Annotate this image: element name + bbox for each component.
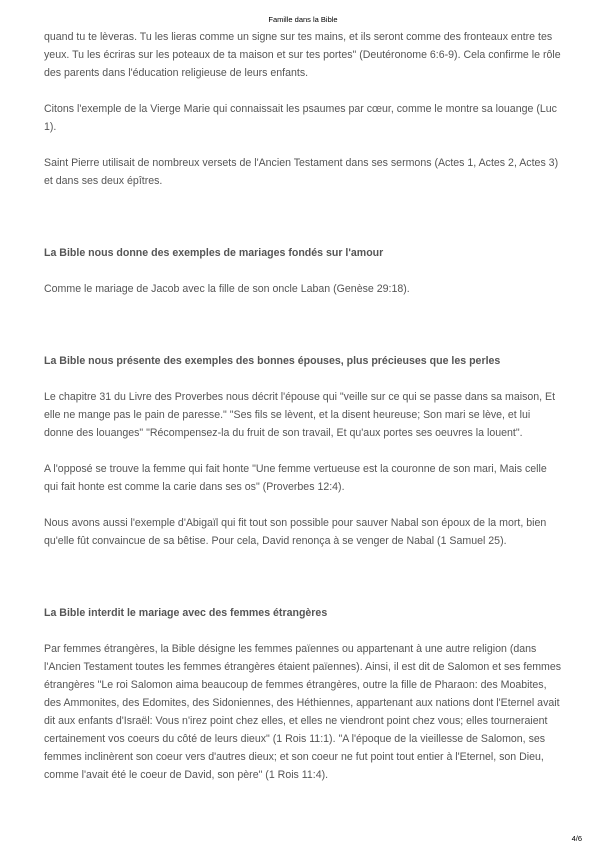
page-header-title: Famille dans la Bible — [268, 15, 338, 24]
document-body — [44, 28, 562, 784]
paragraph-virgin-mary: Citons l'exemple de la Vierge Marie qui connaissait les psaumes par cœur, comme le montre sa louange (Luc 1). — [44, 103, 557, 133]
page-number: 4/6 — [571, 834, 582, 843]
section-heading-good-wives: La Bible nous présente des exemples des bonnes épouses, plus précieuses que les perles — [44, 355, 501, 367]
paragraph-deuteronomy-quote: quand tu te lèveras. Tu les lieras comme un signe sur tes mains, et ils seront comme des fronteaux entre tes yeux. Tu les écriras sur les poteaux de ta maison et sur tes portes" (Deutéronome 6:6-9). Cela confirme le rôle des parents dans l'éducation religieuse de leurs enfants. — [44, 31, 561, 79]
paragraph-jacob-laban: Comme le mariage de Jacob avec la fille de son oncle Laban (Genèse 29:18). — [44, 283, 410, 295]
paragraph-salomon: Par femmes étrangères, la Bible désigne les femmes païennes ou appartenant à une autre religion (dans l'Ancien Testament toutes les femmes étrangères étaient païennes). Ainsi, il est dit de Salomon et ses femmes étrangères "Le roi Salomon aima beaucoup de femmes étrangères, outre la fille de Pharaon: des Moabites, des Ammonites, des Edomites, des Sidoniennes, des Héthiennes, appartenant aux nations dont l'Eternel avait dit aux enfants d'Israël: Vous n'irez point chez elles, et elles ne viendront point chez vous; elles tourneraient certainement vos coeurs du côté de leurs dieux" (1 Rois 11:1). "A l'époque de la vieillesse de Salomon, ses femmes inclinèrent son coeur vers d'autres dieux; et son coeur ne fut point tout entier à l'Eternel, son Dieu, comme l'avait été le coeur de David, son père" (1 Rois 11:4). — [44, 643, 562, 781]
paragraph-saint-pierre: Saint Pierre utilisait de nombreux versets de l'Ancien Testament dans ses sermons (Actes 1, Actes 2, Actes 3) et dans ses deux épîtres. — [44, 157, 559, 187]
paragraph-abigail: Nous avons aussi l'exemple d'Abigaïl qui fit tout son possible pour sauver Nabal son époux de la mort, bien qu'elle fût convaincue de sa bêtise. Pour cela, David renonça à se venger de Nabal (1 Samuel 25). — [44, 517, 547, 547]
section-heading-love-marriages: La Bible nous donne des exemples de mariages fondés sur l'amour — [44, 247, 384, 259]
paragraph-proverbs-12: A l'opposé se trouve la femme qui fait honte "Une femme vertueuse est la couronne de son mari, Mais celle qui fait honte est comme la carie dans ses os" (Proverbes 12:4). — [44, 463, 547, 493]
paragraph-proverbs-31: Le chapitre 31 du Livre des Proverbes nous décrit l'épouse qui "veille sur ce qui se passe dans sa maison, Et elle ne mange pas le pain de paresse." "Ses fils se lèvent, et la disent heureuse; Son mari se lève, et lui donne des louanges" "Récompensez-la du fruit de son travail, Et qu'aux portes ses oeuvres la louent". — [44, 391, 556, 439]
section-heading-foreign-women: La Bible interdit le mariage avec des femmes étrangères — [44, 607, 328, 619]
